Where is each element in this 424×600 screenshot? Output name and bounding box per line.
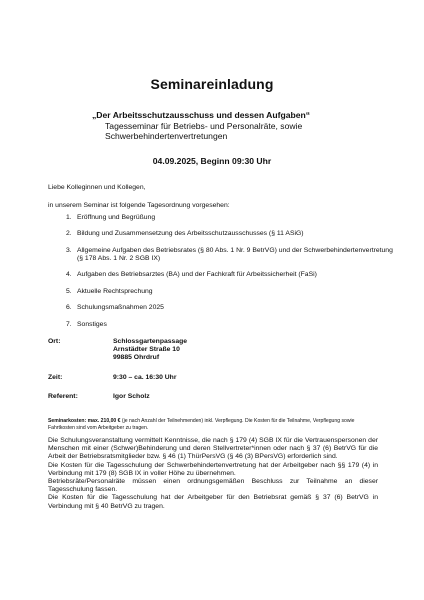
speaker-value: Igor Scholz [113,393,150,400]
agenda-text: Aktuelle Rechtsprechung [77,287,153,295]
agenda-number: 3. [66,246,72,254]
greeting: Liebe Kolleginnen und Kollegen, [48,184,146,191]
location-line: Schlossgartenpassage [113,338,188,345]
agenda-item [66,271,396,279]
agenda-text: Bildung und Zusammensetzung des Arbeitsschutzausschusses (§ 11 ASiG) [77,230,304,238]
info-time [48,374,348,384]
agenda-number: 7. [66,320,72,328]
seminar-audience-line1: Tagesseminar für Betriebs- und Personalräte, sowie [105,120,303,131]
legal-info [48,437,378,511]
agenda-number: 1. [66,214,72,221]
seminar-topic: „Der Arbeitsschutzausschuss und dessen Aufgaben“ [92,110,311,120]
seminar-date: 04.09.2025, Beginn 09:30 Uhr [152,156,272,166]
location-line: 99885 Ohrdruf [113,354,160,362]
legal-paragraph: Die Kosten für die Tagesschulung hat der Arbeitgeber für den Betriebsrat gemäß § 37 (6) BetrVG in Verbindung mit § 40 BetrVG zu tragen. [48,494,378,510]
agenda-item [66,288,396,296]
agenda-item [66,230,396,238]
speaker-label: Referent: [48,393,78,400]
legal-paragraph: Betriebsräte/Personalräte müssen einen ordnungsgemäßen Beschluss zur Teilnahme an dieser Tagesschulung fassen. [48,478,378,494]
agenda-text: Aufgaben des Betriebsarztes (BA) und der Fachkraft für Arbeitssicherheit (FaSi) [77,271,317,279]
agenda-text: Schulungsmaßnahmen 2025 [77,304,164,312]
fees-text: (je nach Anzahl der Teilnehmenden) inkl. Verpflegung. Die Kosten für die Teilnahme, Verpflegung sowie Fahrtkosten sind vom Arbeitgeber zu tragen. [48,418,355,431]
time-label: Zeit: [48,374,63,381]
agenda-item [66,304,396,312]
location-value [113,338,333,363]
location-label: Ort: [48,338,61,345]
info-location [48,338,348,368]
legal-paragraph: Die Schulungsveranstaltung vermittelt Kenntnisse, die nach § 179 (4) SGB IX für die Vertrauenspersonen der Menschen mit einer (Schwer)Behinderung und deren Stellvertreter*innen oder nach § 37 (6) BetrVG für die Arbeit der Betriebsratsmitglieder bzw. § 46 (1) ThürPersVG (§ 46 (3) BPersVG) erforderlich sind. [48,437,378,461]
seminar-fees [48,418,378,431]
agenda-number: 6. [66,304,72,312]
agenda-item [66,214,396,222]
agenda-intro: in unserem Seminar ist folgende Tagesordnung vorgesehen: [48,202,230,209]
agenda-text: Sonstiges [77,320,107,328]
seminar-subtitle [92,110,392,142]
time-value: 9:30 – ca. 16:30 Uhr [113,374,177,381]
page-title: Seminareinladung [150,76,274,92]
agenda-text: Allgemeine Aufgaben des Betriebsrates (§ 80 Abs. 1 Nr. 9 BetrVG) und der Schwerbehindertenvertretung (§ 178 Abs. 1 Nr. 2 SGB IX) [77,246,393,262]
agenda-text: Eröffnung und Begrüßung [77,214,156,221]
location-line: Arnstädter Straße 10 [113,346,180,354]
agenda-list [66,214,396,337]
agenda-item [66,321,396,329]
legal-paragraph: Die Kosten für die Tagesschulung der Schwerbehindertenvertretung hat der Arbeitgeber nach §§ 179 (4) in Verbindung mit 179 (8) SGB IX in voller Höhe zu übernehmen. [48,461,378,477]
info-speaker [48,393,348,403]
agenda-number: 5. [66,287,72,295]
fees-label: Seminarkosten: max. 210,00 € [48,418,121,424]
agenda-number: 4. [66,271,72,279]
agenda-item [66,247,396,263]
seminar-audience-line2: Schwerbehindertenvertretungen [105,131,228,142]
agenda-number: 2. [66,230,72,238]
